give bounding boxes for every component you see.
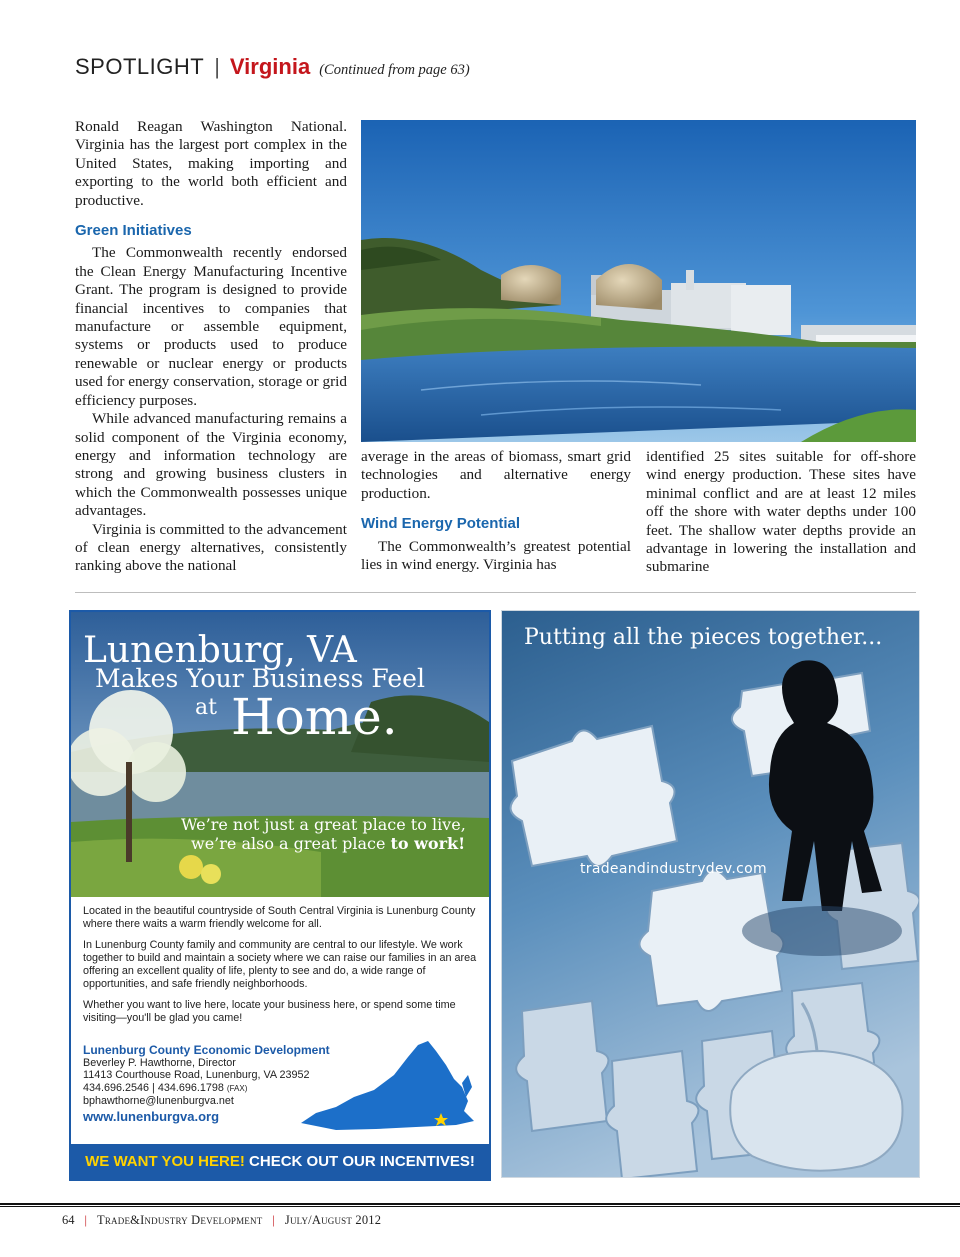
subhead-green-initiatives: Green Initiatives (75, 222, 192, 240)
ad-paragraph: In Lunenburg County family and community are central to our lifestyle. We work together to build and maintain a society where we can raise our families in an area offering an excellent quality of life, plenty to see and do, a wide range of opportunities, and safe friendly neighborhoods. (83, 939, 477, 990)
power-plant-photo (361, 120, 916, 442)
ad-contact-name: Beverley P. Hawthorne, Director (83, 1056, 236, 1069)
ad-email[interactable]: bphawthorne@lunenburgva.net (83, 1095, 234, 1107)
ad-phone-line (83, 1082, 330, 1096)
paragraph: average in the areas of biomass, smart grid technologies and alternative energy production. (361, 448, 631, 502)
banner-part-a: WE WANT YOU HERE! (85, 1153, 245, 1170)
paragraph: identified 25 sites suitable for off-shore wind energy production. These sites have minimal conflict and are at least 12 miles off the shore with water depths under 100 feet. The shallow water depths provide an advantage in lowering the installation and submarine (646, 448, 916, 576)
puzzle-advertisement[interactable] (501, 610, 920, 1178)
footer-separator: | (272, 1213, 275, 1227)
puzzle-ad-url[interactable]: tradeandindustrydev.com (580, 861, 767, 877)
paragraph: The Commonwealth’s greatest potential lies in wind energy. Virginia has (361, 537, 631, 574)
puzzle-illustration (502, 611, 920, 1178)
paragraph: The Commonwealth recently endorsed the Clean Energy Manufacturing Incentive Grant. The program is designed to provide financial incentives to companies that manufacture or assemble equipment, systems or products used to produce renewable or nuclear energy or products used for energy conservation, storage or grid efficiency purposes. (75, 244, 347, 409)
publication-name: Trade&Industry Development (97, 1213, 263, 1227)
lunenburg-advertisement[interactable] (69, 610, 491, 1181)
ad-body-copy (83, 905, 481, 1033)
puzzle-ad-title: Putting all the pieces together... (524, 625, 883, 650)
footer-rule (0, 1203, 960, 1205)
ad-website-link[interactable]: www.lunenburgva.org (83, 1108, 220, 1124)
ad-landscape-photo (71, 612, 489, 897)
article-column-1 (75, 118, 347, 576)
ad-tagline-2 (191, 834, 465, 853)
ad-headline-location: Lunenburg, VA (83, 630, 357, 671)
continued-note: (Continued from page 63) (319, 62, 470, 78)
ad-phone: 434.696.2546 | 434.696.1798 (83, 1081, 224, 1094)
banner-part-b: CHECK OUT OUR INCENTIVES! (244, 1153, 475, 1170)
page-number: 64 (62, 1213, 75, 1227)
footer-rule-thin (0, 1206, 960, 1207)
ad-incentives-banner[interactable] (71, 1144, 489, 1179)
paragraph: Virginia is committed to the advancement of clean energy alternatives, consistently ranking above the national (75, 520, 347, 575)
ad-headline-at: at (195, 695, 217, 720)
ad-headline-line2: Makes Your Business Feel (95, 664, 425, 693)
ad-paragraph: Located in the beautiful countryside of South Central Virginia is Lunenburg County where there waits a warm friendly welcome for all. (83, 905, 476, 930)
footer-separator: | (84, 1213, 88, 1227)
ad-tagline-2a: we’re also a great place (191, 834, 391, 853)
article-column-3 (646, 448, 916, 577)
virginia-map-icon (296, 1035, 481, 1140)
issue-date: July/August 2012 (284, 1213, 382, 1227)
ad-tagline-2b: to work! (390, 834, 466, 853)
ad-organization: Lunenburg County Economic Development (83, 1043, 330, 1057)
ad-tagline-1: We’re not just a great place to live, (181, 815, 466, 834)
ad-headline-home: Home. (231, 688, 398, 746)
paragraph: Ronald Reagan Washington National. Virginia has the largest port complex in the United States, making importing and exporting to the world both efficient and productive. (75, 118, 347, 209)
state-title: Virginia (229, 54, 311, 79)
section-header (75, 54, 470, 84)
header-divider: | (214, 54, 220, 79)
ad-contact-block (83, 1044, 330, 1123)
paragraph: While advanced manufacturing remains a solid component of the Virginia economy, energy and information technology are strong and growing business clusters in which the Commonwealth possesses unique advantages. (75, 410, 347, 520)
article-column-2 (361, 448, 631, 574)
section-label: SPOTLIGHT (75, 54, 205, 79)
ad-fax-label: (FAX) (226, 1083, 248, 1093)
horizontal-divider (75, 592, 916, 593)
subhead-wind-energy: Wind Energy Potential (361, 515, 521, 533)
ad-address: 11413 Courthouse Road, Lunenburg, VA 23952 (83, 1069, 310, 1081)
page-footer (62, 1213, 381, 1228)
ad-paragraph: Whether you want to live here, locate your business here, or spend some time visiting—you'll be glad you came! (83, 999, 456, 1024)
